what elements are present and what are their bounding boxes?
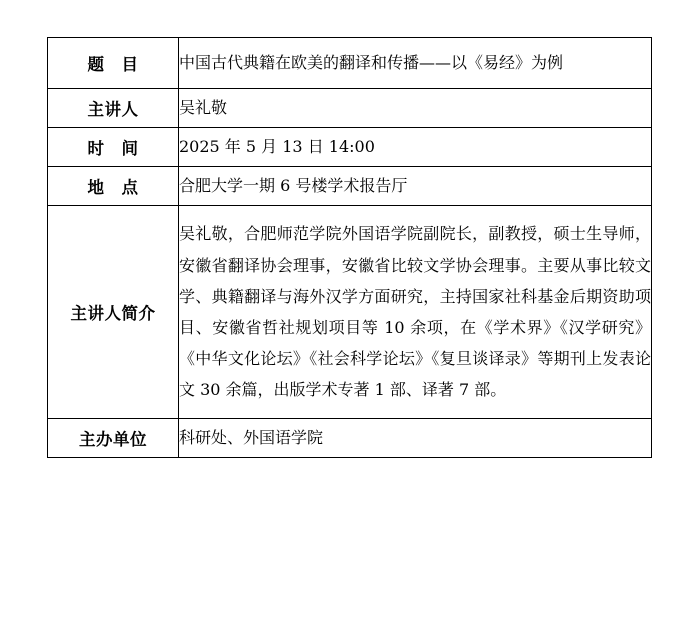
row-value-place: 合肥大学一期 6 号楼学术报告厅 — [179, 167, 652, 206]
row-label-speaker: 主讲人 — [48, 89, 179, 128]
table-row-speaker-bio — [48, 206, 652, 418]
row-value-organizer: 科研处、外国语学院 — [179, 418, 652, 457]
row-label-place: 地 点 — [48, 167, 179, 206]
row-value-time: 2025 年 5 月 13 日 14:00 — [179, 128, 652, 167]
row-value-speaker: 吴礼敬 — [179, 89, 652, 128]
table-row-topic — [48, 38, 652, 89]
table-row-speaker — [48, 89, 652, 128]
row-value-topic: 中国古代典籍在欧美的翻译和传播——以《易经》为例 — [179, 38, 652, 89]
table-row-place — [48, 167, 652, 206]
lecture-info-table-wrapper — [47, 37, 652, 458]
row-value-speaker-bio: 吴礼敬，合肥师范学院外国语学院副院长，副教授，硕士生导师，安徽省翻译协会理事，安徽省比较文学协会理事。主要从事比较文学、典籍翻译与海外汉学方面研究，主持国家社科基金后期资助项目、安徽省哲社规划项目等 10 余项，在《学术界》《汉学研究》《中华文化论坛》《社会科学论坛》《复旦谈译录》等期刊上发表论文 30 余篇，出版学术专著 1 部、译著 7 部。 — [179, 206, 652, 418]
table-row-time — [48, 128, 652, 167]
row-label-topic: 题 目 — [48, 38, 179, 89]
row-label-time: 时 间 — [48, 128, 179, 167]
row-label-organizer: 主办单位 — [48, 418, 179, 457]
row-label-speaker-bio: 主讲人简介 — [48, 206, 179, 418]
table-row-organizer — [48, 418, 652, 457]
lecture-info-table — [47, 37, 652, 458]
